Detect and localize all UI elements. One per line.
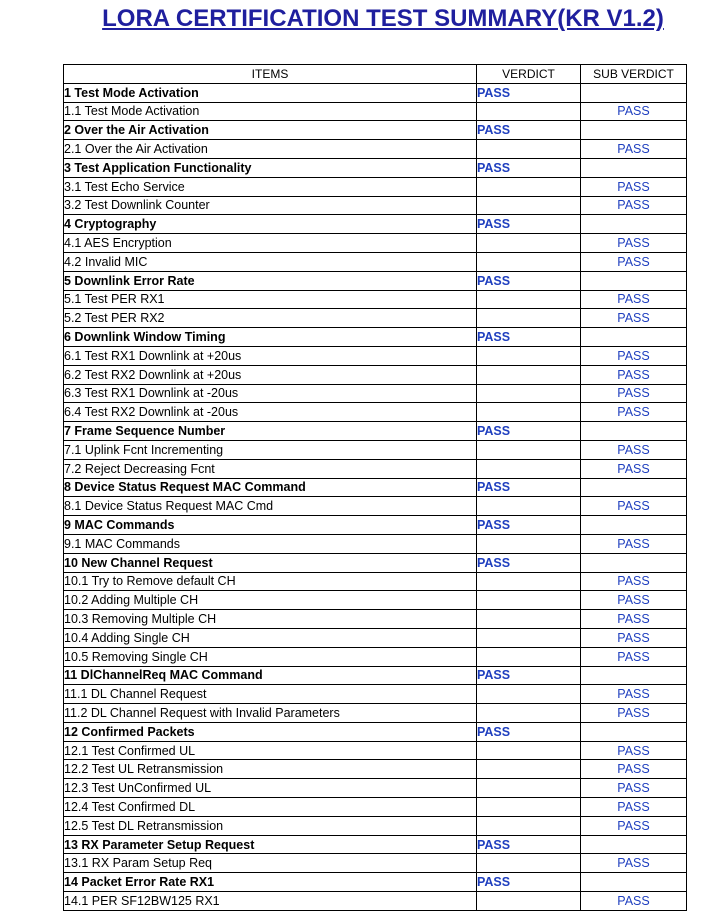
test-case-row	[64, 196, 687, 215]
sub-verdict-cell	[581, 873, 687, 892]
item-cell: 10.1 Try to Remove default CH	[64, 572, 477, 591]
verdict-cell	[477, 572, 581, 591]
verdict-cell	[477, 591, 581, 610]
verdict-cell: PASS	[477, 328, 581, 347]
item-cell: 10.3 Removing Multiple CH	[64, 610, 477, 629]
verdict-cell	[477, 102, 581, 121]
verdict-cell	[477, 760, 581, 779]
item-cell: 9.1 MAC Commands	[64, 534, 477, 553]
test-group-row	[64, 516, 687, 535]
sub-verdict-cell: PASS	[581, 196, 687, 215]
verdict-cell	[477, 798, 581, 817]
sub-verdict-cell: PASS	[581, 177, 687, 196]
test-group-row	[64, 873, 687, 892]
item-cell: 8 Device Status Request MAC Command	[64, 478, 477, 497]
test-case-row	[64, 309, 687, 328]
test-case-row	[64, 497, 687, 516]
sub-verdict-cell: PASS	[581, 497, 687, 516]
test-case-row	[64, 704, 687, 723]
verdict-cell: PASS	[477, 873, 581, 892]
sub-verdict-cell: PASS	[581, 779, 687, 798]
item-cell: 11.2 DL Channel Request with Invalid Parameters	[64, 704, 477, 723]
verdict-cell	[477, 779, 581, 798]
item-cell: 6.1 Test RX1 Downlink at +20us	[64, 346, 477, 365]
test-case-row	[64, 798, 687, 817]
test-group-row	[64, 835, 687, 854]
verdict-cell	[477, 365, 581, 384]
item-cell: 13 RX Parameter Setup Request	[64, 835, 477, 854]
sub-verdict-cell: PASS	[581, 309, 687, 328]
sub-verdict-cell	[581, 121, 687, 140]
verdict-cell	[477, 892, 581, 911]
sub-verdict-cell: PASS	[581, 459, 687, 478]
verdict-cell: PASS	[477, 516, 581, 535]
table-body	[64, 83, 687, 910]
item-cell: 10 New Channel Request	[64, 553, 477, 572]
sub-verdict-cell	[581, 478, 687, 497]
sub-verdict-cell: PASS	[581, 741, 687, 760]
test-case-row	[64, 854, 687, 873]
verdict-cell	[477, 704, 581, 723]
sub-verdict-cell: PASS	[581, 628, 687, 647]
test-case-row	[64, 252, 687, 271]
test-case-row	[64, 892, 687, 911]
verdict-cell: PASS	[477, 271, 581, 290]
verdict-cell	[477, 234, 581, 253]
item-cell: 7 Frame Sequence Number	[64, 422, 477, 441]
verdict-cell	[477, 628, 581, 647]
item-cell: 14 Packet Error Rate RX1	[64, 873, 477, 892]
item-cell: 7.1 Uplink Fcnt Incrementing	[64, 440, 477, 459]
test-group-row	[64, 722, 687, 741]
item-cell: 10.2 Adding Multiple CH	[64, 591, 477, 610]
test-case-row	[64, 779, 687, 798]
sub-verdict-cell: PASS	[581, 384, 687, 403]
verdict-cell	[477, 534, 581, 553]
verdict-cell	[477, 741, 581, 760]
test-group-row	[64, 158, 687, 177]
test-group-row	[64, 271, 687, 290]
sub-verdict-cell: PASS	[581, 102, 687, 121]
test-case-row	[64, 647, 687, 666]
test-case-row	[64, 384, 687, 403]
verdict-cell	[477, 252, 581, 271]
sub-verdict-cell: PASS	[581, 591, 687, 610]
verdict-cell	[477, 685, 581, 704]
item-cell: 14.1 PER SF12BW125 RX1	[64, 892, 477, 911]
sub-verdict-cell: PASS	[581, 685, 687, 704]
sub-verdict-cell: PASS	[581, 760, 687, 779]
item-cell: 4.1 AES Encryption	[64, 234, 477, 253]
test-group-row	[64, 478, 687, 497]
sub-verdict-cell	[581, 835, 687, 854]
verdict-cell: PASS	[477, 121, 581, 140]
sub-verdict-cell: PASS	[581, 440, 687, 459]
verdict-cell: PASS	[477, 835, 581, 854]
item-cell: 12.1 Test Confirmed UL	[64, 741, 477, 760]
test-case-row	[64, 741, 687, 760]
verdict-cell	[477, 854, 581, 873]
item-cell: 3.2 Test Downlink Counter	[64, 196, 477, 215]
sub-verdict-cell	[581, 158, 687, 177]
sub-verdict-cell	[581, 271, 687, 290]
test-case-row	[64, 234, 687, 253]
sub-verdict-cell: PASS	[581, 346, 687, 365]
item-cell: 3 Test Application Functionality	[64, 158, 477, 177]
item-cell: 12.3 Test UnConfirmed UL	[64, 779, 477, 798]
verdict-cell: PASS	[477, 83, 581, 102]
sub-verdict-cell: PASS	[581, 290, 687, 309]
verdict-cell	[477, 346, 581, 365]
verdict-cell: PASS	[477, 666, 581, 685]
test-case-row	[64, 177, 687, 196]
verdict-cell	[477, 610, 581, 629]
item-cell: 12.5 Test DL Retransmission	[64, 816, 477, 835]
test-summary-table	[63, 64, 687, 911]
item-cell: 5 Downlink Error Rate	[64, 271, 477, 290]
test-case-row	[64, 365, 687, 384]
sub-verdict-cell: PASS	[581, 647, 687, 666]
verdict-cell	[477, 196, 581, 215]
test-group-row	[64, 83, 687, 102]
item-cell: 10.5 Removing Single CH	[64, 647, 477, 666]
header-items: ITEMS	[64, 65, 477, 84]
sub-verdict-cell	[581, 722, 687, 741]
sub-verdict-cell: PASS	[581, 252, 687, 271]
test-case-row	[64, 459, 687, 478]
item-cell: 12 Confirmed Packets	[64, 722, 477, 741]
sub-verdict-cell: PASS	[581, 610, 687, 629]
item-cell: 9 MAC Commands	[64, 516, 477, 535]
verdict-cell	[477, 140, 581, 159]
test-case-row	[64, 346, 687, 365]
item-cell: 2.1 Over the Air Activation	[64, 140, 477, 159]
test-case-row	[64, 816, 687, 835]
sub-verdict-cell	[581, 553, 687, 572]
verdict-cell	[477, 384, 581, 403]
sub-verdict-cell: PASS	[581, 892, 687, 911]
verdict-cell	[477, 497, 581, 516]
test-case-row	[64, 628, 687, 647]
item-cell: 6.2 Test RX2 Downlink at +20us	[64, 365, 477, 384]
header-verdict: VERDICT	[477, 65, 581, 84]
item-cell: 11 DlChannelReq MAC Command	[64, 666, 477, 685]
header-sub-verdict: SUB VERDICT	[581, 65, 687, 84]
sub-verdict-cell: PASS	[581, 403, 687, 422]
test-case-row	[64, 610, 687, 629]
verdict-cell	[477, 816, 581, 835]
document-title: LORA CERTIFICATION TEST SUMMARY(KR V1.2)	[102, 5, 664, 32]
test-case-row	[64, 685, 687, 704]
test-case-row	[64, 403, 687, 422]
table-header-row	[64, 65, 687, 84]
verdict-cell	[477, 647, 581, 666]
sub-verdict-cell: PASS	[581, 798, 687, 817]
verdict-cell: PASS	[477, 478, 581, 497]
item-cell: 1.1 Test Mode Activation	[64, 102, 477, 121]
sub-verdict-cell: PASS	[581, 704, 687, 723]
item-cell: 4 Cryptography	[64, 215, 477, 234]
item-cell: 8.1 Device Status Request MAC Cmd	[64, 497, 477, 516]
sub-verdict-cell	[581, 516, 687, 535]
verdict-cell: PASS	[477, 215, 581, 234]
item-cell: 5.2 Test PER RX2	[64, 309, 477, 328]
sub-verdict-cell: PASS	[581, 140, 687, 159]
sub-verdict-cell	[581, 666, 687, 685]
sub-verdict-cell: PASS	[581, 534, 687, 553]
item-cell: 11.1 DL Channel Request	[64, 685, 477, 704]
test-case-row	[64, 440, 687, 459]
item-cell: 6.3 Test RX1 Downlink at -20us	[64, 384, 477, 403]
verdict-cell: PASS	[477, 553, 581, 572]
verdict-cell	[477, 309, 581, 328]
sub-verdict-cell	[581, 83, 687, 102]
item-cell: 4.2 Invalid MIC	[64, 252, 477, 271]
verdict-cell: PASS	[477, 722, 581, 741]
sub-verdict-cell: PASS	[581, 854, 687, 873]
item-cell: 6.4 Test RX2 Downlink at -20us	[64, 403, 477, 422]
test-case-row	[64, 760, 687, 779]
test-case-row	[64, 572, 687, 591]
test-group-row	[64, 553, 687, 572]
sub-verdict-cell	[581, 422, 687, 441]
test-case-row	[64, 290, 687, 309]
item-cell: 1 Test Mode Activation	[64, 83, 477, 102]
item-cell: 13.1 RX Param Setup Req	[64, 854, 477, 873]
verdict-cell: PASS	[477, 422, 581, 441]
test-group-row	[64, 215, 687, 234]
sub-verdict-cell	[581, 328, 687, 347]
item-cell: 10.4 Adding Single CH	[64, 628, 477, 647]
item-cell: 7.2 Reject Decreasing Fcnt	[64, 459, 477, 478]
test-group-row	[64, 328, 687, 347]
item-cell: 5.1 Test PER RX1	[64, 290, 477, 309]
item-cell: 6 Downlink Window Timing	[64, 328, 477, 347]
test-case-row	[64, 591, 687, 610]
item-cell: 12.4 Test Confirmed DL	[64, 798, 477, 817]
test-case-row	[64, 102, 687, 121]
sub-verdict-cell	[581, 215, 687, 234]
test-group-row	[64, 121, 687, 140]
item-cell: 12.2 Test UL Retransmission	[64, 760, 477, 779]
test-case-row	[64, 534, 687, 553]
item-cell: 3.1 Test Echo Service	[64, 177, 477, 196]
item-cell: 2 Over the Air Activation	[64, 121, 477, 140]
sub-verdict-cell: PASS	[581, 816, 687, 835]
sub-verdict-cell: PASS	[581, 365, 687, 384]
verdict-cell	[477, 403, 581, 422]
verdict-cell: PASS	[477, 158, 581, 177]
verdict-cell	[477, 440, 581, 459]
verdict-cell	[477, 459, 581, 478]
test-group-row	[64, 666, 687, 685]
test-group-row	[64, 422, 687, 441]
verdict-cell	[477, 177, 581, 196]
sub-verdict-cell: PASS	[581, 572, 687, 591]
sub-verdict-cell: PASS	[581, 234, 687, 253]
test-case-row	[64, 140, 687, 159]
verdict-cell	[477, 290, 581, 309]
